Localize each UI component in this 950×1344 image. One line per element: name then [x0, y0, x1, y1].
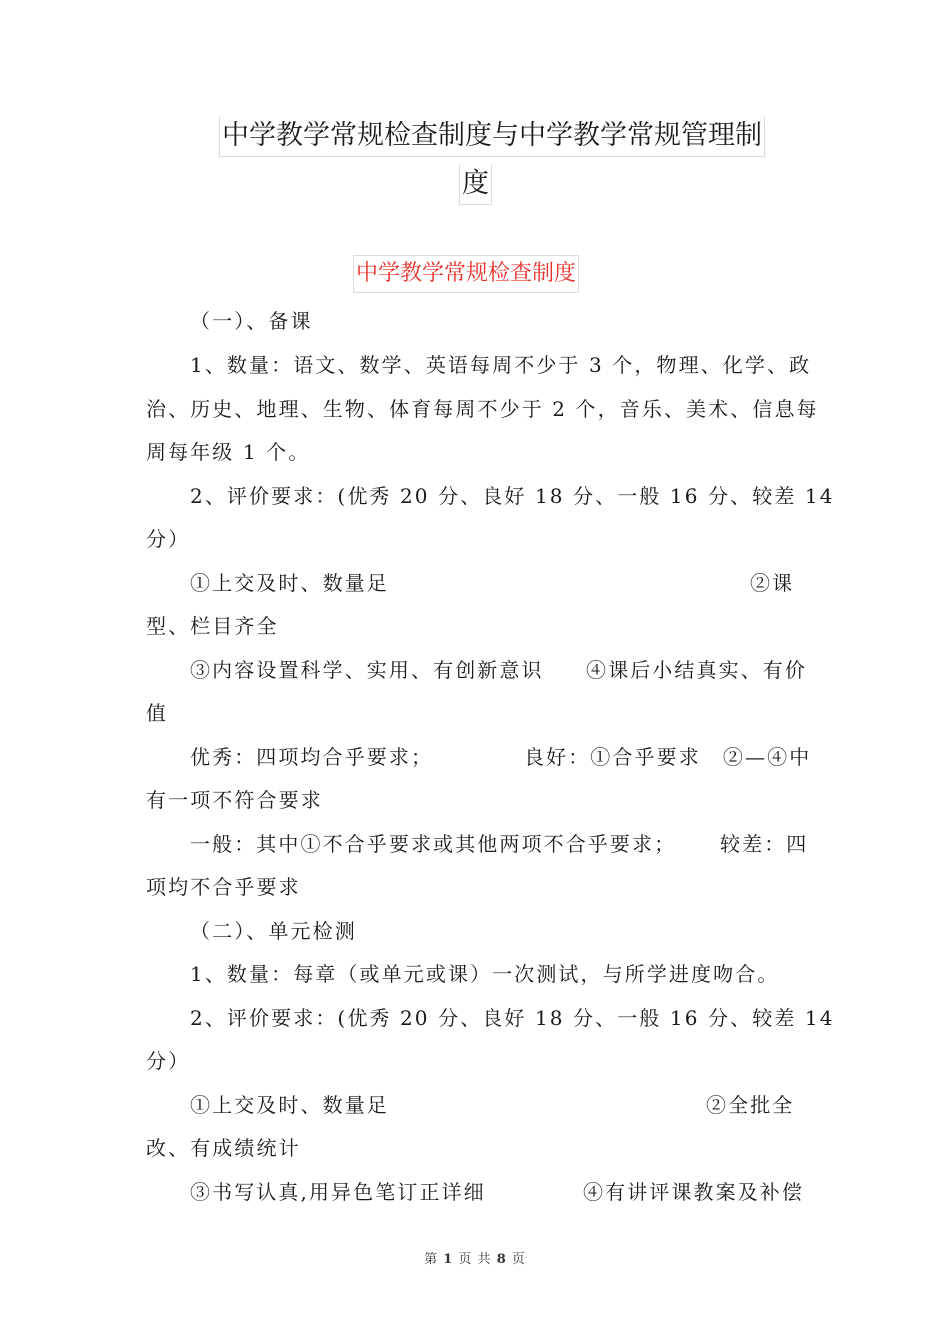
grade-rule: 优秀：四项均合乎要求； [190, 745, 434, 769]
paragraph-line: 值 [146, 701, 169, 725]
footer-middle: 页 共 [458, 1252, 492, 1267]
paragraph-line: 分） [146, 527, 191, 551]
paragraph-line: 1、数量：语文、数学、英语每周不少于 3 个，物理、化学、政 [190, 353, 812, 377]
current-page-number: 1 [443, 1252, 454, 1267]
paragraph-line: 分） [146, 1049, 191, 1073]
criterion-item: ①上交及时、数量足 [190, 1093, 389, 1117]
grade-rule: 一般：其中①不合乎要求或其他两项不合乎要求； [190, 832, 677, 856]
document-title-line-2: 度 [459, 164, 492, 205]
footer-prefix: 第 [424, 1252, 439, 1267]
paragraph-line: 有一项不符合要求 [146, 788, 323, 812]
grade-rule: 较差：四 [720, 832, 809, 856]
paragraph-line: 治、历史、地理、生物、体育每周不少于 2 个，音乐、美术、信息每 [146, 397, 819, 421]
paragraph-line: 项均不合乎要求 [146, 875, 301, 899]
criterion-item: ②全批全 [706, 1093, 795, 1117]
paragraph-line: 型、栏目齐全 [146, 614, 279, 638]
paragraph-line: 2、评价要求：(优秀 20 分、良好 18 分、一般 16 分、较差 14 [190, 1006, 835, 1030]
section-heading-prep: （一）、备课 [190, 309, 313, 333]
document-title-line-1: 中学教学常规检查制度与中学教学常规管理制 [219, 116, 765, 157]
paragraph-line: 改、有成绩统计 [146, 1136, 301, 1160]
total-page-number: 8 [496, 1252, 507, 1267]
paragraph-line: 2、评价要求：(优秀 20 分、良好 18 分、一般 16 分、较差 14 [190, 484, 835, 508]
criterion-item: ④有讲评课教案及补偿 [583, 1180, 804, 1204]
page-footer [0, 1248, 950, 1267]
footer-suffix: 页 [511, 1252, 526, 1267]
paragraph-line: 周每年级 1 个。 [146, 440, 311, 464]
section-heading-unit-test: （二）、单元检测 [190, 919, 357, 943]
grade-rule: 良好：①合乎要求 ②—④中 [524, 745, 812, 769]
criterion-item: ③书写认真,用异色笔订正详细 [190, 1180, 486, 1204]
criterion-item: ④课后小结真实、有价 [586, 658, 807, 682]
criterion-item: ①上交及时、数量足 [190, 571, 389, 595]
criterion-item: ③内容设置科学、实用、有创新意识 [190, 658, 544, 682]
section-heading: 中学教学常规检查制度 [353, 255, 579, 293]
paragraph-line: 1、数量：每章（或单元或课）一次测试，与所学进度吻合。 [190, 962, 780, 986]
criterion-item: ②课 [750, 571, 795, 595]
